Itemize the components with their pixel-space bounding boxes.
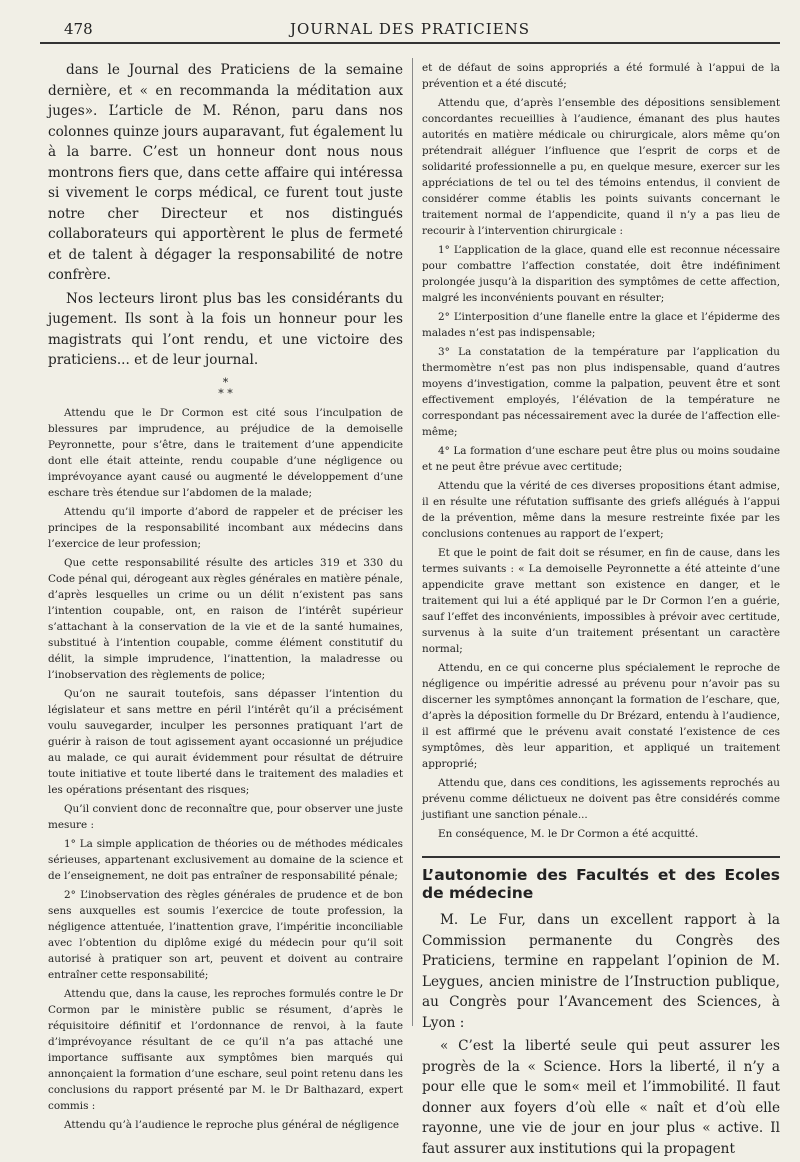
- paragraph: M. Le Fur, dans un excellent rapport à la Commission permanente du Congrès des Praticiens, termine en rappelant l’opinion de M. Leygues, ancien ministre de l’Instruction publique, au Congrès pour l’Avancement des Sciences, à Lyon :: [422, 912, 780, 1031]
- paragraph: Que cette responsabilité résulte des articles 319 et 330 du Code pénal qui, dérogeant aux règles générales en matière pénale, d’après lesquelles un crime ou un délit n’existent pas sans l’intention coupable, ont, en raison de l’intérêt supérieur s’attachant à la conservation de la vie et de la santé humaines, substitué à l’intention coupable, comme élément constitutif du délit, la simple imprudence, l’inattention, la maladresse ou l’inobservation des règlements de police;: [48, 556, 403, 681]
- left-column: [48, 60, 403, 1136]
- column-divider: [412, 58, 413, 1026]
- paragraph: Attendu, en ce qui concerne plus spécialement le reproche de négligence ou impéritie adressé au prévenu pour n’avoir pas su discerner les symptômes annonçant la formation de l’eschare, que, d’après la déposition formelle du Dr Brézard, entendu à l’audience, il est affirmé que le prévenu avait constaté l’existence de ces symptômes, dès leur apparition, et appliqué un traitement approprié;: [422, 662, 780, 770]
- paragraph: 1° La simple application de théories ou de méthodes médicales sérieuses, appartenant exclusivement au domaine de la science et de l’enseignement, ne doit pas entraîner de responsabilité pénale;: [48, 837, 403, 882]
- section-title: L’autonomie des Facultés et des Ecoles de médecine: [422, 866, 780, 902]
- section-divider: [422, 856, 780, 858]
- intro-text: [48, 60, 403, 371]
- right-column: [422, 60, 780, 1162]
- paragraph: Attendu qu’il importe d’abord de rappeler et de préciser les principes de la responsabilité incombant aux médecins dans l’exercice de leur profession;: [48, 505, 403, 550]
- judgment-text-right: [422, 60, 780, 842]
- page-header: [40, 16, 780, 44]
- asterism: * * *: [218, 375, 233, 400]
- paragraph: Qu’il convient donc de reconnaître que, pour observer une juste mesure :: [48, 802, 403, 831]
- paragraph: Qu’on ne saurait toutefois, sans dépasser l’intention du législateur et sans mettre en péril l’intérêt qu’il a précisément voulu sauvegarder, inculper les personnes pratiquant l’art de guérir à raison de tout agissement ayant occasionné un préjudice au malade, ce qui aurait évidemment pour résultat de détruire toute initiative et toute liberté dans le traitement des maladies et les opérations présentant des risques;: [48, 687, 403, 796]
- paragraph: Attendu que, d’après l’ensemble des dépositions sensiblement concordantes recueillies à l’audience, émanant des plus hautes autorités en matière médicale ou chirurgicale, alors même qu’on prétendrait alléguer l’influence que l’esprit de corps et de solidarité professionnelle a pu, en quelque mesure, exercer sur les appréciations de tel ou tel des témoins entendus, il convient de considérer comme établis les points suivants concernant le traitement normal de l’appendicite, quand il n’y a pas lieu de recourir à l’intervention chirurgicale :: [422, 97, 780, 237]
- journal-title: JOURNAL DES PRATICIENS: [289, 20, 531, 38]
- paragraph: 2° L’inobservation des règles générales de prudence et de bon sens auxquelles est soumis l’exercice de toute profession, la négligence attentuée, l’inattention grave, l’impéritie inconciliable avec l’obtention du diplôme exigé du médecin pour qu’il soit autorisé à pratiquer son art, peuvent et doivent au contraire entraîner cette responsabilité;: [48, 888, 403, 981]
- paragraph: En conséquence, M. le Dr Cormon a été acquitté.: [438, 828, 699, 840]
- paragraph: 2° L’interposition d’une flanelle entre la glace et l’épiderme des malades n’est pas indispensable;: [422, 311, 780, 339]
- paragraph: Attendu que, dans la cause, les reproches formulés contre le Dr Cormon par le ministère public se résument, d’après le réquisitoire définitif et l’ordonnance de renvoi, à la faute d’imprévoyance résultant de ce qu’il n’a pas attaché une importance suffisante aux symptômes bien marqués qui annonçaient la formation d’une eschare, seul point retenu dans les conclusions du rapport présenté par M. le Dr Balthazard, expert commis :: [48, 987, 403, 1112]
- quotation: « C’est la liberté seule qui peut assurer les progrès de la « Science. Hors la liberté, il n’y a pour elle que le som« meil et l’immobilité. Il faut donner aux foyers d’où elle « naît et d’où elle rayonne, une vie de jour en jour plus « active. Il faut assurer aux institutions qui la propagent: [422, 1038, 780, 1157]
- judgment-text-left: [48, 405, 403, 1133]
- paragraph: 1° L’application de la glace, quand elle est reconnue nécessaire pour combattre l’affection constatée, doit être indéfiniment prolongée jusqu’à la disparition des symptômes de cette affection, malgré les inconvénients pouvant en résulter;: [422, 244, 780, 304]
- paragraph: Attendu que le Dr Cormon est cité sous l’inculpation de blessures par imprudence, au préjudice de la demoiselle Peyronnette, pour s’être, dans le traitement d’une appendicite dont elle était atteinte, rendu coupable d’une négligence ou imprévoyance ayant causé ou augmenté le développement d’une eschare très étendue sur l’abdomen de la malade;: [48, 406, 403, 499]
- paragraph: Attendu que la vérité de ces diverses propositions étant admise, il en résulte une réfutation suffisante des griefs allégués à l’appui de la prévention, même dans la mesure restreinte fixée par les conclusions contenues au rapport de l’expert;: [422, 480, 780, 540]
- paragraph: 4° La formation d’une eschare peut être plus ou moins soudaine et ne peut être prévue avec certitude;: [422, 445, 780, 473]
- paragraph: Et que le point de fait doit se résumer, en fin de cause, dans les termes suivants : « La demoiselle Peyronnette a été atteinte d’une appendicite grave mettant son existence en danger, et le traitement qui lui a été appliqué par le Dr Cormon l’en a guérie, sauf l’effet des inconvénients, impossibles à prévoir avec certitude, survenus à la suite d’un traitement présentant un caractère normal;: [422, 547, 780, 655]
- page-number: 478: [64, 20, 93, 38]
- paragraph: Attendu qu’à l’audience le reproche plus général de négligence: [64, 1118, 400, 1131]
- paragraph: Attendu que, dans ces conditions, les agissements reprochés au prévenu comme délictueux ne doivent pas être considérés comme justifiant une sanction pénale...: [422, 777, 780, 821]
- section-body: [422, 910, 780, 1159]
- paragraph: 3° La constatation de la température par l’application du thermomètre n’est pas non plus indispensable, quand d’autres moyens d’investigation, comme la palpation, peuvent être et sont effectivement employés, l’élévation de la température ne correspondant pas nécessairement avec la durée de l’affection elle-même;: [422, 346, 780, 438]
- paragraph: et de défaut de soins appropriés a été formulé à l’appui de la prévention et a été discuté;: [422, 62, 780, 90]
- paragraph: dans le Journal des Praticiens de la semaine dernière, et « en recommanda la méditation aux juges». L’article de M. Rénon, paru dans nos colonnes quinze jours auparavant, fut également lu à la barre. C’est un honneur dont nous nous montrons fiers que, dans cette affaire qui intéressa si vivement le corps médical, ce furent tout juste notre cher Directeur et nos distingués collaborateurs qui apportèrent le plus de fermeté et de talent à dégager la responsabilité de notre confrère.: [48, 62, 403, 283]
- paragraph: Nos lecteurs liront plus bas les considérants du jugement. Ils sont à la fois un honneur pour les magistrats qui l’ont rendu, et une victoire des praticiens... et de leur journal.: [48, 290, 403, 368]
